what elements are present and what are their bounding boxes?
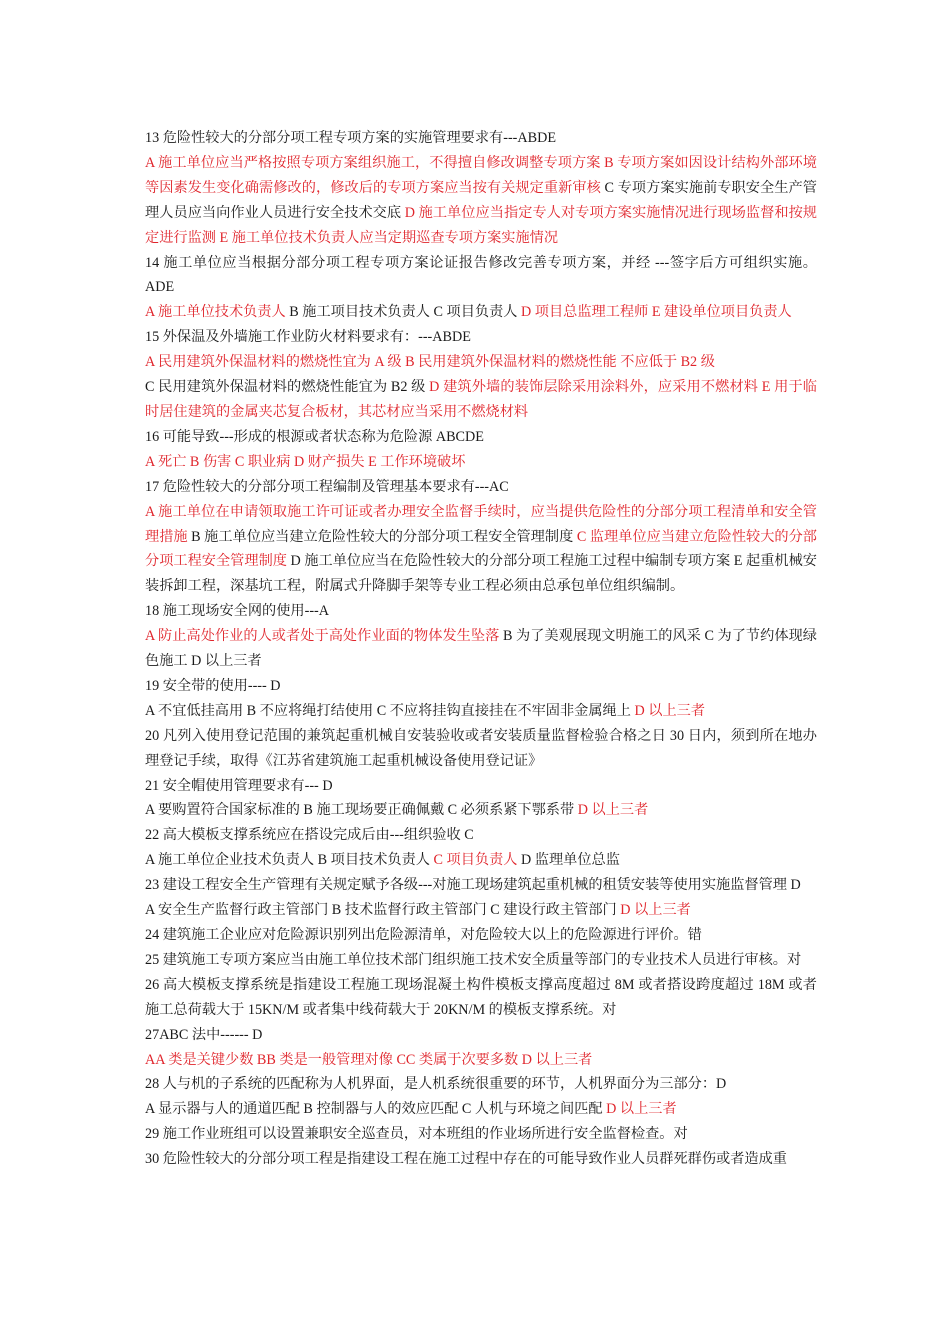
answer-text: A 施工单位在申请领取施工许可证或者办理安全监督手续时，应当提供危险性的分部分项工程清单和安全管理措施: [145, 503, 817, 545]
text-paragraph: [145, 898, 817, 923]
text-paragraph: [145, 848, 817, 873]
answer-text: C 项目负责人: [433, 852, 518, 869]
text-paragraph: [145, 724, 817, 774]
text-paragraph: [145, 699, 817, 724]
text-paragraph: [145, 151, 817, 251]
answer-text: D 以上三者: [620, 902, 691, 919]
text-paragraph: [145, 1072, 817, 1097]
text-paragraph: [145, 1023, 817, 1048]
text-paragraph: [145, 823, 817, 848]
body-text: 22 高大模板支撑系统应在搭设完成后由---组织验收 C: [145, 827, 474, 844]
answer-text: D 以上三者: [606, 1101, 677, 1118]
text-paragraph: [145, 350, 817, 375]
body-text: 27ABC 法中------ D: [145, 1026, 263, 1043]
answer-text: D 以上三者: [577, 802, 649, 819]
body-text: A 显示器与人的通道匹配 B 控制器与人的效应匹配 C 人机与环境之间匹配: [145, 1101, 607, 1118]
body-text: 23 建设工程安全生产管理有关规定赋予各级---对施工现场建筑起重机械的租赁安装等使用实施监督管理 D: [145, 877, 801, 894]
text-paragraph: [145, 1147, 817, 1172]
body-text: A 安全生产监督行政主管部门 B 技术监督行政主管部门 C 建设行政主管部门: [145, 902, 621, 919]
document-body: [145, 126, 817, 1172]
answer-text: A 防止高处作业的人或者处于高处作业面的物体发生坠落: [145, 628, 500, 645]
body-text: 19 安全带的使用---- D: [145, 677, 281, 694]
body-text: A 不宜低挂高用 B 不应将绳打结使用 C 不应将挂钩直接挂在不牢固非金属绳上: [145, 702, 635, 719]
text-paragraph: [145, 948, 817, 973]
answer-text: C 监理单位应当建立危险性较大的分部分项工程安全管理制度: [145, 528, 817, 570]
body-text: B 施工单位应当建立危险性较大的分部分项工程安全管理制度: [187, 528, 577, 545]
text-paragraph: [145, 450, 817, 475]
body-text: A 施工单位企业技术负责人 B 项目技术负责人: [145, 852, 434, 869]
body-text: 13 危险性较大的分部分项工程专项方案的实施管理要求有---ABDE: [145, 130, 557, 146]
text-paragraph: [145, 375, 817, 425]
text-paragraph: [145, 674, 817, 699]
answer-text: A 民用建筑外保温材料的燃烧性宜为 A 级 B 民用建筑外保温材料的燃烧性能 不应低于 B2 级: [145, 354, 715, 371]
text-paragraph: [145, 973, 817, 1023]
body-text: 24 建筑施工企业应对危险源识别列出危险源清单，对危险较大以上的危险源进行评价。错: [145, 927, 702, 943]
text-paragraph: [145, 251, 817, 301]
body-text: A 要购置符合国家标准的 B 施工现场要正确佩戴 C 必须系紧下鄂系带: [145, 802, 578, 819]
answer-text: A 施工单位技术负责人: [145, 304, 286, 321]
body-text: D 监理单位总监: [517, 852, 620, 869]
answer-text: A 死亡 B 伤害 C 职业病 D 财产损失 E 工作环境破坏: [145, 453, 466, 470]
text-paragraph: [145, 774, 817, 799]
body-text: 28 人与机的子系统的匹配称为人机界面，是人机系统很重要的环节，人机界面分为三部分：D: [145, 1076, 727, 1093]
text-paragraph: [145, 425, 817, 450]
text-paragraph: [145, 126, 817, 151]
body-text: 17 危险性较大的分部分项工程编制及管理基本要求有---AC: [145, 478, 509, 495]
body-text: 25 建筑施工专项方案应当由施工单位技术部门组织施工技术安全质量等部门的专业技术人员进行审核。对: [145, 951, 802, 968]
answer-text: A 施工单位应当严格按照专项方案组织施工，不得擅自修改调整专项方案 B 专项方案如因设计结构外部环境等因素发生变化确需修改的，修改后的专项方案应当按有关规定重新审核: [145, 154, 817, 196]
body-text: C 民用建筑外保温材料的燃烧性能宜为 B2 级: [145, 379, 430, 396]
body-text: C 专项方案实施前专职安全生产管理人员应当向作业人员进行安全技术交底: [145, 179, 817, 221]
body-text: 14 施工单位应当根据分部分项工程专项方案论证报告修改完善专项方案，并经 ---签字后方可组织实施。ADE: [145, 254, 817, 296]
text-paragraph: [145, 624, 817, 674]
body-text: D 施工单位应当在危险性较大的分部分项工程施工过程中编制专项方案 E 起重机械安装拆卸工程，深基坑工程，附属式升降脚手架等专业工程必须由总承包单位组织编制。: [145, 553, 817, 595]
text-paragraph: [145, 1097, 817, 1122]
body-text: 16 可能导致---形成的根源或者状态称为危险源 ABCDE: [145, 428, 484, 445]
text-paragraph: [145, 1048, 817, 1073]
answer-text: D 建筑外墙的装饰层除采用涂料外，应采用不燃材料 E 用于临时居住建筑的金属夹芯复合板材，其芯材应当采用不燃烧材料: [145, 379, 817, 420]
text-paragraph: [145, 325, 817, 350]
body-text: 30 危险性较大的分部分项工程是指建设工程在施工过程中存在的可能导致作业人员群死群伤或者造成重: [145, 1151, 787, 1168]
text-paragraph: [145, 475, 817, 500]
text-paragraph: [145, 300, 817, 325]
answer-text: D 项目总监理工程师 E 建设单位项目负责人: [521, 304, 792, 321]
answer-text: AA 类是关键少数 BB 类是一般管理对像 CC 类属于次要多数 D 以上三者: [145, 1051, 593, 1068]
text-paragraph: [145, 1122, 817, 1147]
body-text: 26 高大模板支撑系统是指建设工程施工现场混凝土构件模板支撑高度超过 8M 或者搭设跨度超过 18M 或者施工总荷载大于 15KN/M 或者集中线荷载大于 20KN/M 的模板支撑系统。对: [145, 976, 817, 1018]
answer-text: D 施工单位应当指定专人对专项方案实施情况进行现场监督和按规定进行监测 E 施工单位技术负责人应当定期巡查专项方案实施情况: [145, 204, 817, 246]
body-text: B 为了美观展现文明施工的风采 C 为了节约体现绿色施工 D 以上三者: [145, 628, 817, 670]
body-text: B 施工项目技术负责人 C 项目负责人: [285, 304, 521, 321]
text-paragraph: [145, 599, 817, 624]
body-text: 20 凡列入使用登记范围的兼筑起重机械自安装验收或者安装质量监督检验合格之日 30 日内，须到所在地办理登记手续，取得《江苏省建筑施工起重机械设备使用登记证》: [145, 727, 817, 769]
text-paragraph: [145, 500, 817, 600]
body-text: 18 施工现场安全网的使用---A: [145, 603, 330, 620]
text-paragraph: [145, 873, 817, 898]
text-paragraph: [145, 798, 817, 823]
text-paragraph: [145, 923, 817, 948]
body-text: 29 施工作业班组可以设置兼职安全巡查员，对本班组的作业场所进行安全监督检查。对: [145, 1126, 688, 1143]
body-text: 21 安全帽使用管理要求有--- D: [145, 777, 333, 794]
answer-text: D 以上三者: [634, 702, 706, 719]
body-text: 15 外保温及外墙施工作业防火材料要求有：---ABDE: [145, 329, 471, 346]
